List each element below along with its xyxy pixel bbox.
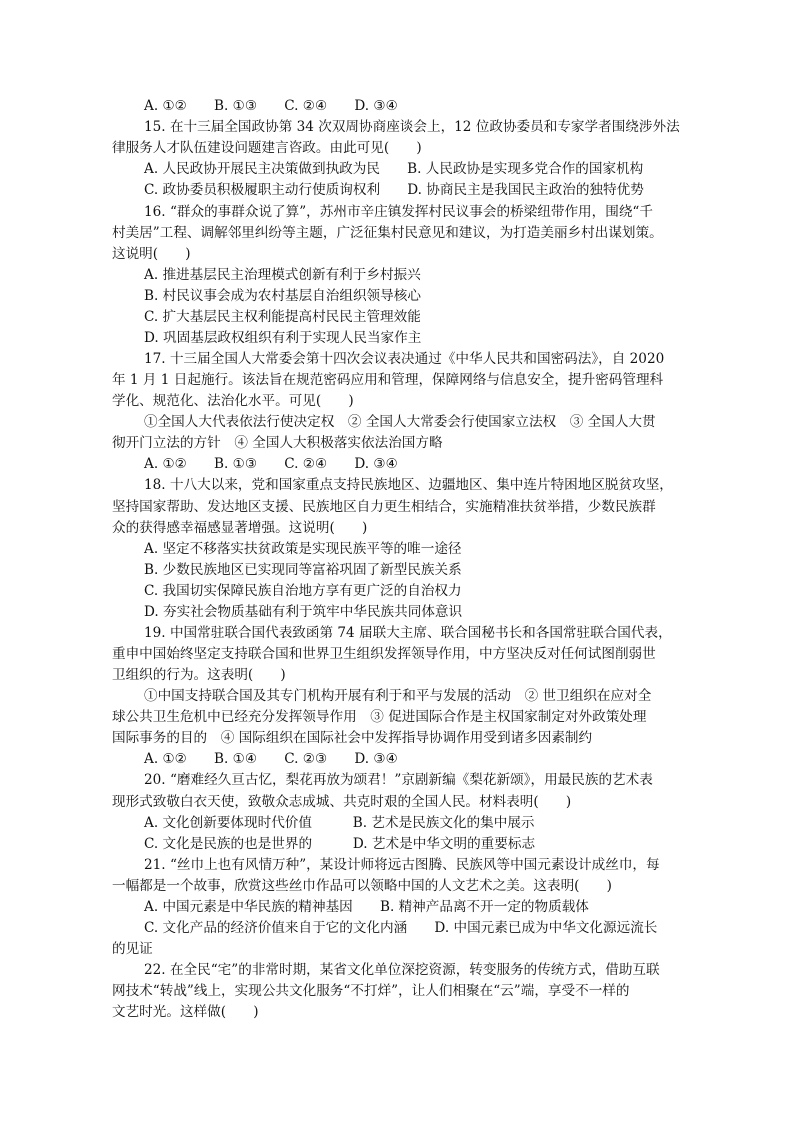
q22-stem-line1: 22. 在全民“宅”的非常时期，某省文化单位深挖资源，转变服务的传统方式，借助互联 bbox=[144, 962, 660, 978]
q19-options: A. ①② B. ①④ C. ②③ D. ③④ bbox=[144, 751, 398, 767]
q16-option-d: D. 巩固基层政权组织有利于实现人民当家作主 bbox=[144, 330, 422, 346]
q20-options-cd: C. 文化是民族的也是世界的 D. 艺术是中华文明的重要标志 bbox=[144, 836, 536, 852]
q20-stem-line2: 现形式致敬白衣天使，致敬众志成城、共克时艰的全国人民。材料表明( ) bbox=[112, 794, 572, 810]
q19-stem-line3: 卫组织的行为。这表明( ) bbox=[112, 667, 286, 683]
q17-stem-line3: 学化、规范化、法治化水平。可见( ) bbox=[112, 393, 354, 409]
q16-option-b: B. 村民议事会成为农村基层自治组织领导核心 bbox=[144, 288, 421, 304]
q14-options: A. ①② B. ①③ C. ②④ D. ③④ bbox=[144, 98, 398, 114]
q20-options-ab: A. 文化创新要体现时代价值 B. 艺术是民族文化的集中展示 bbox=[144, 815, 535, 831]
q15-stem-line2: 律服务人才队伍建设问题建言咨政。由此可见( ) bbox=[112, 140, 422, 156]
q19-stem-line2: 重申中国始终坚定支持联合国和世界卫生组织发挥领导作用，中方坚决反对任何试图削弱世 bbox=[112, 646, 656, 662]
q19-statements-line2: 球公共卫生危机中已经充分发挥领导作用 ③ 促进国际合作是主权国家制定对外政策处理 bbox=[112, 709, 647, 725]
q16-stem-line2: 村美居”工程、调解邻里纠纷等主题，广泛征集村民意见和建议，为打造美丽乡村出谋划策。 bbox=[112, 225, 663, 241]
q18-option-a: A. 坚定不移落实扶贫政策是实现民族平等的唯一途径 bbox=[144, 541, 462, 557]
q20-stem-line1: 20. “磨难经久亘古忆，梨花再放为颂君！”京剧新编《梨花新颂》，用最民族的艺术表 bbox=[144, 772, 653, 788]
q18-stem-line2: 坚持国家帮助、发达地区支援、民族地区自力更生相结合，实施精准扶贫举措，少数民族群 bbox=[112, 499, 656, 515]
q19-stem-line1: 19. 中国常驻联合国代表致函第 74 届联大主席、联合国秘书长和各国常驻联合国代表， bbox=[144, 625, 672, 641]
q21-options-cd-wrap: 的见证 bbox=[112, 941, 153, 957]
q15-options-cd: C. 政协委员积极履职主动行使质询权利 D. 协商民主是我国民主政治的独特优势 bbox=[144, 182, 644, 198]
q17-stem-line2: 年 1 月 1 日起施行。该法旨在规范密码应用和管理，保障网络与信息安全，提升密码管理科 bbox=[112, 372, 664, 388]
q15-options-ab: A. 人民政协开展民主决策做到执政为民 B. 人民政协是实现多党合作的国家机构 bbox=[144, 161, 644, 177]
q22-stem-line3: 文艺时光。这样做( ) bbox=[112, 1004, 259, 1020]
q16-option-c: C. 扩大基层民主权利能提高村民民主管理效能 bbox=[144, 309, 421, 325]
q18-option-d: D. 夯实社会物质基础有利于筑牢中华民族共同体意识 bbox=[144, 604, 463, 620]
q16-stem-line3: 这说明( ) bbox=[112, 246, 191, 262]
q15-stem-line1: 15. 在十三届全国政协第 34 次双周协商座谈会上，12 位政协委员和专家学者围绕涉外法 bbox=[144, 119, 680, 135]
q21-options-cd: C. 文化产品的经济价值来自于它的文化内涵 D. 中国元素已成为中华文化源远流长 bbox=[144, 920, 658, 936]
q16-option-a: A. 推进基层民主治理模式创新有利于乡村振兴 bbox=[144, 267, 421, 283]
q18-stem-line3: 众的获得感幸福感显著增强。这说明( ) bbox=[112, 520, 368, 536]
q17-options: A. ①② B. ①③ C. ②④ D. ③④ bbox=[144, 456, 398, 472]
q21-stem-line1: 21. “丝巾上也有风情万种”，某设计师将远古图腾、民族风等中国元素设计成丝巾，每 bbox=[144, 857, 660, 873]
q19-statements-line3: 国际事务的目的 ④ 国际组织在国际社会中发挥指导协调作用受到诸多因素制约 bbox=[112, 730, 593, 746]
q18-option-c: C. 我国切实保障民族自治地方享有更广泛的自治权力 bbox=[144, 583, 462, 599]
q21-options-ab: A. 中国元素是中华民族的精神基因 B. 精神产品离不开一定的物质载体 bbox=[144, 899, 589, 915]
q17-statements-line1: ①全国人大代表依法行使决定权 ② 全国人大常委会行使国家立法权 ③ 全国人大贯 bbox=[144, 414, 656, 430]
q17-statements-line2: 彻开门立法的方针 ④ 全国人大积极落实依法治国方略 bbox=[112, 435, 443, 451]
q16-stem-line1: 16. “群众的事群众说了算”，苏州市辛庄镇发挥村民议事会的桥梁纽带作用，围绕“千 bbox=[144, 204, 653, 220]
q22-stem-line2: 网技术“转战”线上，实现公共文化服务“不打烊”，让人们相聚在“云”端，享受不一样的 bbox=[112, 983, 630, 999]
q17-stem-line1: 17. 十三届全国人大常委会第十四次会议表决通过《中华人民共和国密码法》，自 2020 bbox=[144, 351, 665, 367]
q18-stem-line1: 18. 十八大以来，党和国家重点支持民族地区、边疆地区、集中连片特困地区脱贫攻坚， bbox=[144, 477, 673, 493]
q19-statements-line1: ①中国支持联合国及其专门机构开展有利于和平与发展的活动 ② 世卫组织在应对全 bbox=[144, 688, 652, 704]
q18-option-b: B. 少数民族地区已实现同等富裕巩固了新型民族关系 bbox=[144, 562, 462, 578]
q21-stem-line2: 一幅都是一个故事，欣赏这些丝巾作品可以领略中国的人文艺术之美。这表明( ) bbox=[112, 878, 612, 894]
